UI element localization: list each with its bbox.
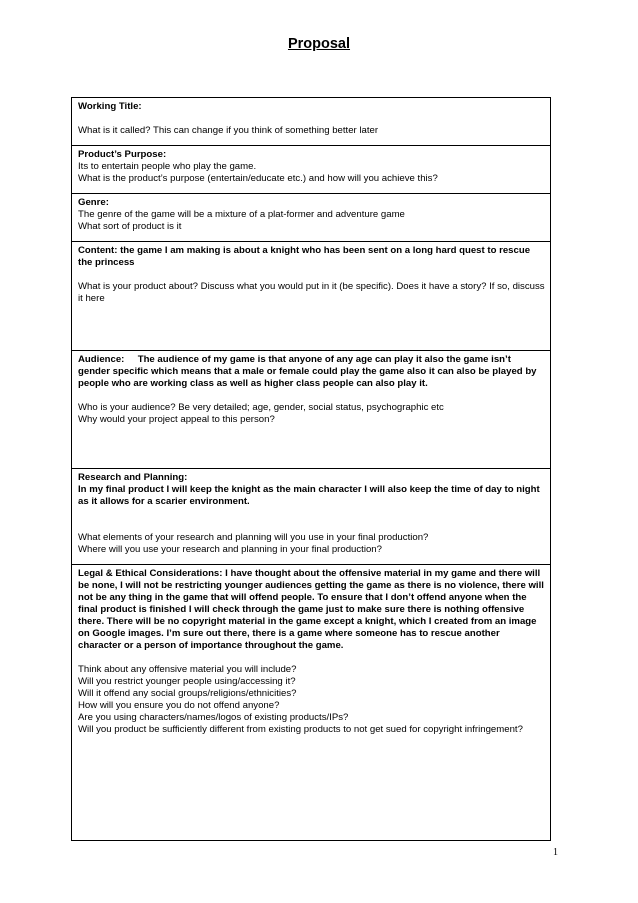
- page-title: Proposal: [287, 36, 351, 52]
- audience-row: [72, 351, 551, 469]
- audience-prompt-2: Why would your project appeal to this person?: [78, 414, 275, 425]
- working-title-heading: Working Title:: [78, 101, 142, 112]
- legal-prompt: Will you restrict younger people using/accessing it?: [78, 676, 296, 687]
- genre-prompt: What sort of product is it: [78, 221, 182, 232]
- working-title-cell[interactable]: [72, 98, 551, 146]
- legal-row: [72, 565, 551, 841]
- purpose-heading: Product’s Purpose:: [78, 149, 167, 160]
- working-title-prompt: What is it called? This can change if you think of something better later: [78, 125, 379, 136]
- content-cell[interactable]: [72, 242, 551, 351]
- research-prompt-1: What elements of your research and planning will you use in your final production?: [78, 532, 429, 543]
- research-cell[interactable]: [72, 469, 551, 565]
- legal-prompt: Think about any offensive material you will include?: [78, 664, 297, 675]
- research-prompt-2: Where will you use your research and planning in your final production?: [78, 544, 382, 555]
- genre-answer: The genre of the game will be a mixture of a plat-former and adventure game: [78, 209, 405, 220]
- page-number: 1: [553, 847, 558, 858]
- legal-answer: Legal & Ethical Considerations: I have thought about the offensive material in my game and there will be none, I will not be restricting younger audiences getting the game as there is no violence, there will not be any thing in the game that will offend people. To ensure that I don’t offend anyone when the final product is finished I will check through the game just to make sure there is nothing offensive there. There will be no copyright material in the game except a knight, which I created from an image on Google images. I’m sure out there, there is a game where someone has to rescue another character or a person of importance throughout the game.: [78, 568, 544, 651]
- audience-cell[interactable]: [72, 351, 551, 469]
- legal-prompt: Will it offend any social groups/religions/ethnicities?: [78, 688, 297, 699]
- research-row: [72, 469, 551, 565]
- genre-cell[interactable]: [72, 194, 551, 242]
- content-answer: Content: the game I am making is about a knight who has been sent on a long hard quest to rescue the princess: [78, 245, 531, 268]
- purpose-row: [72, 146, 551, 194]
- content-row: [72, 242, 551, 351]
- audience-prompt-1: Who is your audience? Be very detailed; age, gender, social status, psychographic etc: [78, 402, 444, 413]
- legal-prompt: How will you ensure you do not offend anyone?: [78, 700, 280, 711]
- content-prompt: What is your product about? Discuss what you would put in it (be specific). Does it have a story? If so, discuss it here: [78, 281, 545, 304]
- legal-prompt: Will you product be sufficiently different from existing products to not get sued for copyright infringement?: [78, 724, 523, 735]
- research-answer: In my final product I will keep the knight as the main character I will also keep the time of day to night as it allows for a scarier environment.: [78, 484, 540, 507]
- working-title-row: [72, 98, 551, 146]
- purpose-answer: Its to entertain people who play the game.: [78, 161, 257, 172]
- legal-prompt: Are you using characters/names/logos of existing products/IPs?: [78, 712, 349, 723]
- genre-row: [72, 194, 551, 242]
- legal-cell[interactable]: [72, 565, 551, 841]
- research-heading: Research and Planning:: [78, 472, 188, 483]
- genre-heading: Genre:: [78, 197, 109, 208]
- purpose-prompt: What is the product’s purpose (entertain/educate etc.) and how will you achieve this?: [78, 173, 438, 184]
- proposal-form: [71, 97, 551, 841]
- audience-answer: Audience: The audience of my game is that anyone of any age can play it also the game isn’t gender specific which means that a male or female could play the game also it can also be played by people who are working class as well as higher class people can also play it.: [78, 354, 540, 389]
- purpose-cell[interactable]: [72, 146, 551, 194]
